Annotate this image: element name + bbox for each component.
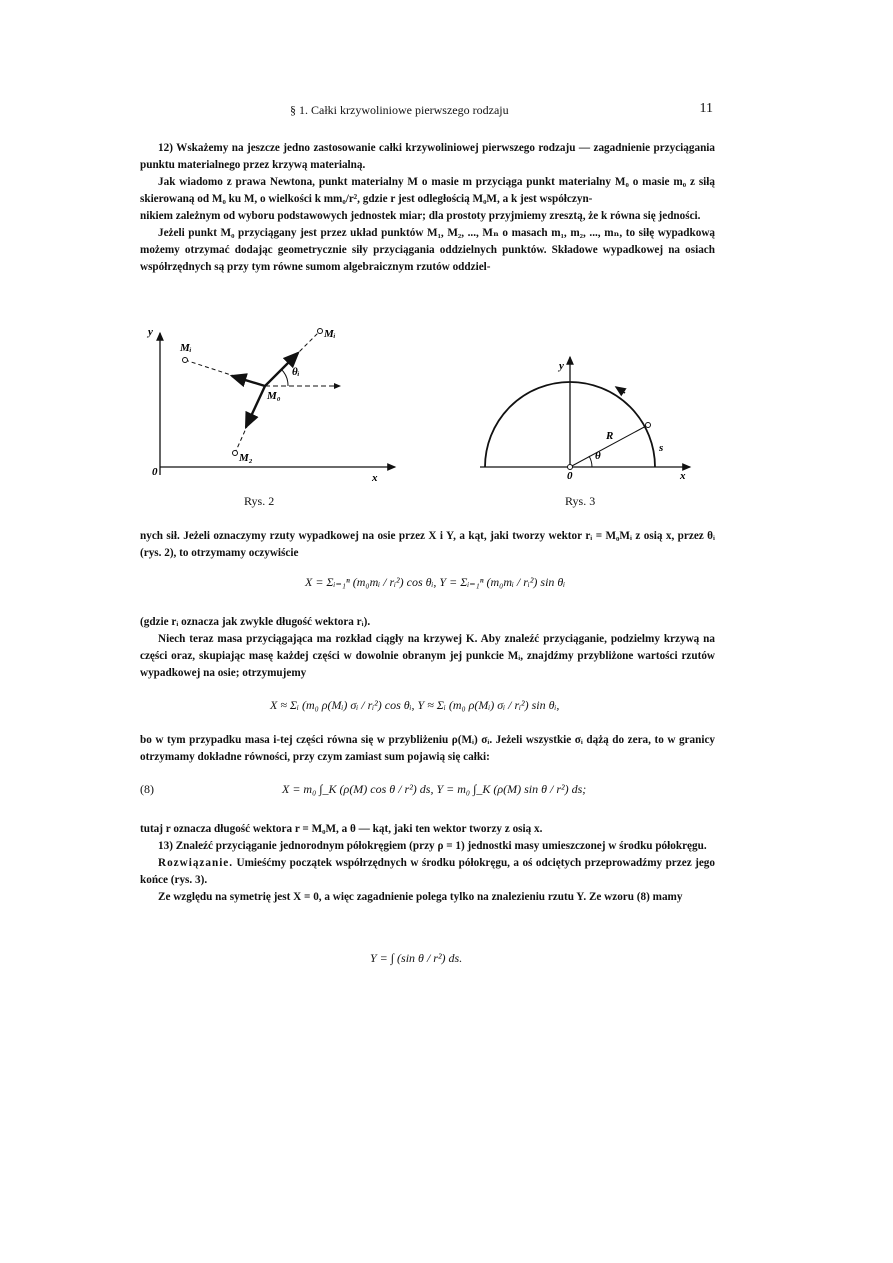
fig3-label-theta: θ: [595, 450, 601, 462]
fig2-label-m0: M₀: [267, 390, 281, 402]
solution-label: Rozwiązanie.: [158, 857, 234, 869]
paragraph-block-5: [140, 821, 715, 906]
paragraph-continuous: Niech teraz masa przyciągająca ma rozkład ciągły na krzywej K. Aby znaleźć przyciąganie, podzielmy krzywą na części oraz, skupiając masę każdej części w dowolnie obranym jej punkcie Mᵢ, znajdźmy przybliżone wartości rzutów wypadkowej na osie; otrzymujemy: [140, 633, 715, 679]
paragraph-example-13: 13) Znaleźć przyciąganie jednorodnym półokręgiem (przy ρ = 1) jednostki masy umieszczonej w środku półokręgu.: [158, 840, 707, 852]
paragraph-projections: nych sił. Jeżeli oznaczymy rzuty wypadkowej na osie przez X i Y, a kąt, jaki tworzy wektor rᵢ = M₀Mᵢ z osią x, przez θᵢ (rys. 2), to otrzymamy oczywiście: [140, 530, 715, 559]
paragraph-block-1: [140, 140, 715, 276]
theta-arc-3: [589, 456, 592, 467]
page-number: 11: [699, 101, 713, 116]
force-vector-left: [232, 376, 265, 386]
figure-2: [140, 325, 400, 485]
figure-3: [475, 355, 695, 480]
paragraph-block-3: [140, 614, 715, 682]
paragraph-system-of-points: Jeżeli punkt M₀ przyciągany jest przez układ punktów M₁, M₂, ..., Mₙ o masach m₁, m₂, ..., mₙ, to siłę wypadkową możemy otrzymać dodając geometrycznie siły przyciągania oddzielnych punktów. Składowe wypadkowej na osiach współrzędnych są przy tym równe sumom algebraicznym rzutów oddziel-: [140, 227, 715, 273]
header-title: § 1. Całki krzywoliniowe pierwszego rodzaju: [290, 103, 509, 117]
fig2-label-theta: θᵢ: [292, 366, 300, 378]
fig3-label-r: R: [606, 430, 614, 442]
fig3-label-o: 0: [567, 470, 573, 480]
fig2-label-y: y: [148, 326, 153, 338]
point-on-arc: [646, 423, 651, 428]
force-vector-down: [246, 386, 265, 427]
fig2-label-o: 0: [152, 466, 158, 478]
fig3-label-x: x: [680, 470, 686, 480]
point-m2: [233, 451, 238, 456]
paragraph-tutaj: tutaj r oznacza długość wektora r = M₀M, a θ — kąt, jaki ten wektor tworzy z osią x.: [140, 823, 543, 835]
paragraph-gdzie: (gdzie rᵢ oznacza jak zwykle długość wektora rᵢ).: [140, 616, 371, 628]
equation-approx: X ≈ Σᵢ (m₀ ρ(Mᵢ) σᵢ / rᵢ²) cos θᵢ, Y ≈ Σᵢ (m₀ ρ(Mᵢ) σᵢ / rᵢ²) sin θᵢ,: [270, 698, 560, 712]
fig2-label-m2: M₂: [239, 452, 253, 464]
paragraph-limit: bo w tym przypadku masa i-tej części równa się w przybliżeniu ρ(Mᵢ) σᵢ. Jeżeli wszystkie σᵢ dążą do zera, to w granicy otrzymamy dokładne równości, przy czym zamiast sum pojawią się całki:: [140, 734, 715, 763]
equation-8-number: (8): [140, 782, 154, 796]
fig3-label-s: s: [659, 442, 664, 454]
fig2-label-mi-left: Mᵢ: [180, 342, 192, 354]
equation-sums: X = Σᵢ₌₁ⁿ (m₀mᵢ / rᵢ²) cos θᵢ, Y = Σᵢ₌₁ⁿ (m₀mᵢ / rᵢ²) sin θᵢ: [305, 575, 566, 589]
paragraph-block-4: [140, 732, 715, 766]
fig2-label-mi-top: Mᵢ: [324, 328, 336, 340]
figure-2-caption: Rys. 2: [244, 494, 275, 508]
paragraph-newton-cont: nikiem zależnym od wyboru podstawowych jednostek miar; dla prostoty przyjmiemy zresztą, że k równa się jedności.: [140, 210, 701, 222]
paragraph-example-12: 12) Wskażemy na jeszcze jedno zastosowanie całki krzywoliniowej pierwszego rodzaju — zagadnienie przyciągania punktu materialnego przez krzywą materialną.: [140, 142, 715, 171]
fig2-label-x: x: [372, 472, 378, 484]
paragraph-symmetry: Ze względu na symetrię jest X = 0, a więc zagadnienie polega tylko na znalezieniu rzutu Y. Ze wzoru (8) mamy: [158, 891, 683, 903]
solution-text: Umieśćmy początek współrzędnych w środku półokręgu, a oś odciętych przeprowadźmy przez jego końce (rys. 3).: [140, 857, 715, 886]
paragraph-solution: [140, 855, 715, 889]
figure-3-caption: Rys. 3: [565, 494, 596, 508]
theta-arc: [281, 369, 288, 386]
paragraph-block-2: [140, 528, 715, 562]
arc-direction-arrow: [616, 387, 625, 393]
origin-point: [568, 465, 573, 470]
paragraph-newton: Jak wiadomo z prawa Newtona, punkt materialny M o masie m przyciąga punkt materialny M₀ o masie m₀ z siłą skierowaną od M₀ ku M, o wielkości k mm₀/r², gdzie r jest odległością M₀M, a k jest współczyn-: [140, 176, 715, 205]
point-mi-top: [318, 329, 323, 334]
equation-last: Y = ∫ (sin θ / r²) ds.: [370, 951, 463, 965]
running-header: [140, 100, 715, 120]
fig3-label-y: y: [559, 360, 564, 372]
equation-8: X = m₀ ∫_K (ρ(M) cos θ / r²) ds, Y = m₀ ∫_K (ρ(M) sin θ / r²) ds;: [282, 782, 587, 796]
point-mi-left: [183, 358, 188, 363]
